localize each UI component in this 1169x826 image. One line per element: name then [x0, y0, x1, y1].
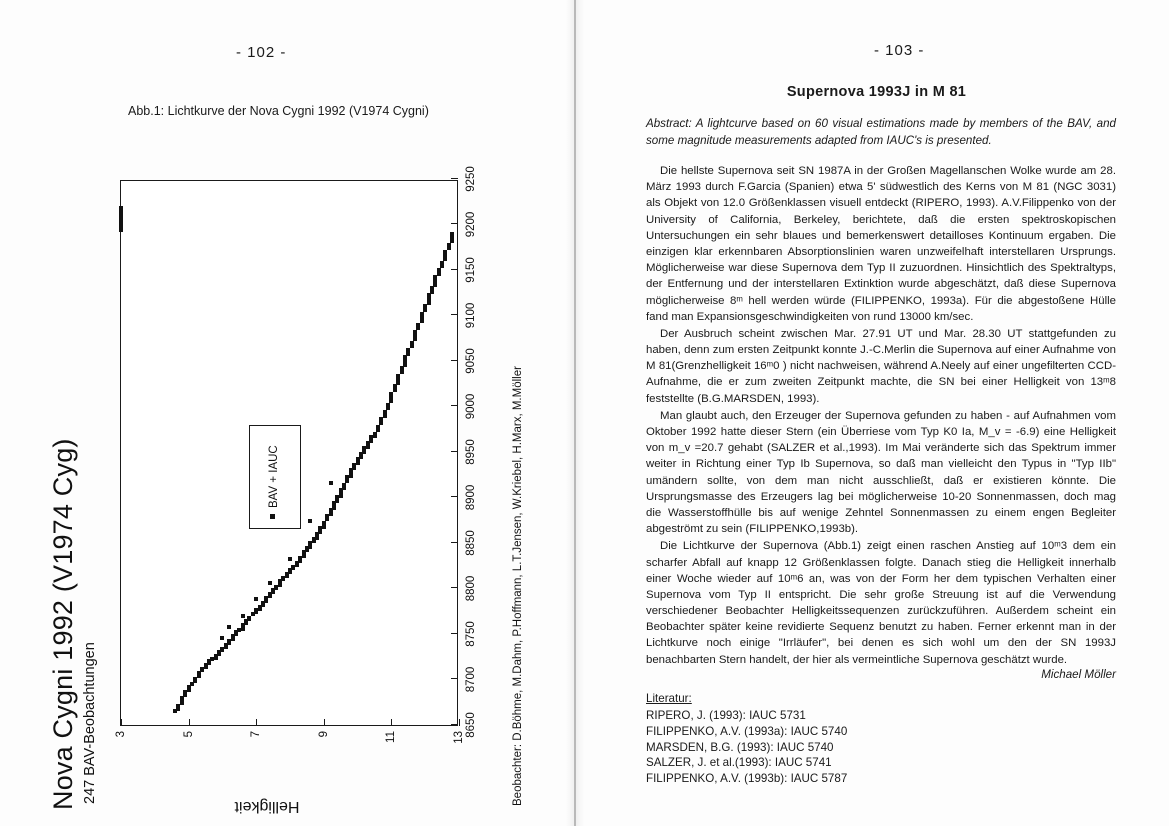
chart-data-point: [241, 627, 245, 631]
chart-data-point: [373, 432, 377, 436]
chart-x-tick: [451, 451, 458, 452]
chart-x-tick: [451, 542, 458, 543]
chart-data-point: [379, 417, 383, 421]
chart-x-tick-label: 8700: [465, 666, 477, 693]
chart-y-tick-label: 7: [250, 731, 263, 738]
page-gutter-line: [574, 0, 576, 826]
article-abstract: Abstract: A lightcurve based on 60 visual estimations made by members of the BAV, and some magnitude measurements adapted from IAUC's is presented.: [646, 117, 1116, 147]
chart-data-point: [413, 334, 417, 338]
chart-data-point: [433, 279, 437, 283]
chart-data-point: [227, 625, 231, 629]
article-signature: Michael Möller: [1041, 668, 1116, 681]
chart-x-tick: [451, 360, 458, 361]
chart-observers: Beobachter: D.Böhme, M.Dahm, P.Hoffmann, L.T.Jensen, W.Kriebel, H.Marx, M.Möller: [512, 366, 524, 806]
article-paragraph: Die Lichtkurve der Supernova (Abb.1) zeigt einen raschen Anstieg auf 10ᵐ3 dem ein scharfer Abfall auf knapp 12 Größenklassen folgte. Danach stieg die Helligkeit innerhalb einer Woche wieder auf 10ᵐ6 an, was von der Form her dem typischen Verhalten einer Supernova vom Typ II entspricht. Die sehr große Streuung ist auf die Verwendung verschiedener Beobachter Helligkeitssequenzen zurückzuführen. Außerdem scheint ein Beobachter später keine revidierte Sequenz benutzt zu haben. Ferner erkennt man in der Lichtkurve noch einige "Irrläufer", bei denen es sich wohl um den der SN 1993J benachbarten Stern handelt, der hier als vermeintliche Supernova geschätzt wurde.: [646, 540, 1116, 666]
chart-data-point: [241, 614, 245, 618]
chart-data-point: [376, 428, 380, 432]
chart-x-tick: [451, 679, 458, 680]
chart-y-tick: [189, 719, 190, 726]
chart-data-point: [406, 352, 410, 356]
chart-data-point: [308, 519, 312, 523]
chart-x-tick: [451, 497, 458, 498]
chart-data-point: [450, 232, 454, 236]
chart-data-point: [427, 293, 431, 297]
left-page-folio: - 102 -: [236, 44, 287, 61]
chart-data-point: [413, 330, 417, 334]
chart-data-point: [393, 384, 397, 388]
article-paragraph: Man glaubt auch, den Erzeuger der Supernova gefunden zu haben - auf Aufnahmen vom Oktober 1992 hatte dieser Stern (ein Überriese vom Typ K0 Ia, M_v = -6.9) eine Helligkeit von m_v =20.7 gehabt (SALZER et al.,1993). Im Mai veränderte sich das Spektrum immer weiter in Richtung einer Typ Ib Supernova, so daß man vielleicht den Typus in "Typ IIb" umändern sollte, von dem man nicht ausschließt, daß er existieren könnte. Die Ursprungsmasse des Erzeugers lag bei möglicherweise 10-20 Sonnenmassen, doch mag die Wasserstoffhülle bis auf wenige Zehntel Sonnenmassen zu einem engen Begleiter abgeströmt zu sein (FILIPPENKO,1993b).: [646, 409, 1116, 536]
chart-y-tick: [121, 719, 122, 726]
chart-data-point: [288, 557, 292, 561]
chart-data-point: [119, 210, 123, 214]
lightcurve-figure: [42, 150, 542, 815]
chart-data-point: [443, 257, 447, 261]
legend-marker-icon: [270, 514, 275, 519]
chart-data-point: [423, 308, 427, 312]
chart-data-point: [437, 272, 441, 276]
chart-data-point: [119, 228, 123, 232]
chart-data-point: [231, 637, 235, 641]
chart-x-tick-label: 9050: [465, 348, 477, 374]
chart-x-tick: [451, 633, 458, 634]
right-page-folio: - 103 -: [874, 42, 925, 59]
literature-list: [646, 708, 1116, 787]
chart-data-point: [413, 337, 417, 341]
chart-x-tick-label: 9150: [465, 257, 477, 283]
chart-data-point: [383, 414, 387, 418]
literature-item: SALZER, J. et al.(1993): IAUC 5741: [646, 756, 832, 770]
chart-data-point: [396, 381, 400, 385]
chart-legend: [249, 425, 301, 529]
literature-heading: Literatur:: [646, 692, 692, 705]
chart-x-tick-label: 9000: [465, 393, 477, 420]
chart-data-point: [389, 392, 393, 396]
chart-data-point: [440, 264, 444, 268]
chart-data-point: [389, 399, 393, 403]
chart-data-point: [410, 341, 414, 345]
chart-data-point: [403, 355, 407, 359]
chart-data-point: [416, 323, 420, 327]
chart-x-tick-label: 9250: [465, 166, 477, 192]
chart-x-tick-label: 8800: [465, 575, 477, 602]
chart-data-point: [264, 599, 268, 603]
chart-x-tick-label: 8650: [465, 712, 477, 738]
chart-x-tick: [451, 224, 458, 225]
chart-data-point: [379, 421, 383, 425]
chart-data-point: [403, 363, 407, 367]
chart-data-point: [410, 344, 414, 348]
chart-y-tick: [391, 719, 392, 726]
chart-x-tick: [451, 315, 458, 316]
chart-data-point: [386, 403, 390, 407]
chart-data-point: [119, 224, 123, 228]
chart-data-point: [400, 366, 404, 370]
literature-item: MARSDEN, B.G. (1993): IAUC 5740: [646, 740, 834, 754]
chart-data-point: [433, 275, 437, 279]
chart-data-point: [119, 221, 123, 225]
chart-x-tick: [451, 724, 458, 725]
chart-y-tick: [324, 719, 325, 726]
chart-data-point: [403, 359, 407, 363]
chart-data-point: [437, 268, 441, 272]
chart-data-point: [450, 235, 454, 239]
chart-x-tick-label: 9200: [465, 211, 477, 238]
chart-data-point: [342, 483, 346, 487]
chart-data-point: [433, 283, 437, 287]
article-paragraph: Der Ausbruch scheint zwischen Mar. 27.91 UT und Mar. 28.30 UT stattgefunden zu haben, denn zum ersten Zeitpunkt konnte J.-C.Merlin die Supernova auf einer Aufnahme von M 81(Grenzhelligkeit 16ᵐ0 ) nicht nachweisen, während A.Neely auf einer ungefilterten CCD-Aufnahme, die er zum zweiten Zeitpunkt machte, die SN bei einer Helligkeit von 13ᵐ8 feststellte (B.G.MARSDEN, 1993).: [646, 327, 1116, 405]
chart-data-point: [119, 217, 123, 221]
chart-data-point: [420, 319, 424, 323]
chart-x-tick: [451, 269, 458, 270]
lightcurve-rotated-group: [42, 150, 542, 815]
chart-data-point: [430, 286, 434, 290]
literature-item: FILIPPENKO, A.V. (1993b): IAUC 5787: [646, 772, 848, 786]
chart-data-point: [386, 406, 390, 410]
article-body: [646, 163, 1116, 669]
chart-data-point: [119, 213, 123, 217]
legend-entry-label: BAV + IAUC: [268, 445, 280, 508]
chart-data-point: [383, 410, 387, 414]
chart-data-point: [447, 243, 451, 247]
chart-y-tick: [459, 719, 460, 726]
chart-data-point: [329, 481, 333, 485]
chart-data-point: [406, 348, 410, 352]
chart-data-point: [298, 559, 302, 563]
literature-item: FILIPPENKO, A.V. (1993a): IAUC 5740: [646, 724, 848, 738]
chart-data-point: [450, 239, 454, 243]
chart-data-point: [400, 370, 404, 374]
chart-data-point: [322, 521, 326, 525]
chart-y-tick-label: 9: [317, 731, 330, 738]
chart-plot-area: [115, 166, 477, 744]
chart-title: Nova Cygni 1992 (V1974 Cyg): [48, 438, 78, 810]
chart-data-point: [447, 246, 451, 250]
chart-data-point: [420, 315, 424, 319]
chart-data-point: [396, 377, 400, 381]
chart-data-point: [254, 597, 258, 601]
chart-y-tick-label: 3: [115, 731, 127, 738]
chart-x-tick-label: 8850: [465, 530, 477, 556]
chart-data-point: [393, 388, 397, 392]
right-page: [584, 0, 1169, 826]
chart-data-point: [396, 374, 400, 378]
chart-data-point: [427, 297, 431, 301]
chart-data-point: [376, 425, 380, 429]
chart-data-point: [389, 395, 393, 399]
chart-data-point: [420, 312, 424, 316]
article-paragraph: Die hellste Supernova seit SN 1987A in der Großen Magellanschen Wolke wurde am 28. März 1993 durch F.Garcia (Spanien) etwa 5' südwestlich des Kerns von M 81 (NGC 3031) als Objekt von 12.0 Größenklassen visuell entdeckt (RIPERO, 1993). A.V.Filippenko von der University of California, Berkeley, berichtete, daß die ersten spektroskopischen Untersuchungen ein sehr blaues und bemerkenswert detailloses Kontinuum ergaben. Die einzigen klar erkennbaren Absorptionslinien waren unzweifelhaft interstellaren Ursprungs. Möglicherweise war diese Supernova dem Typ II zuzuordnen. Hinsichtlich des Spektraltyps, der Entfernung und der interstellaren Extinktion wurde abgeschätzt, daß diese Supernova möglicherweise 8ᵐ hell werden würde (FILIPPENKO, 1993a). Für die abgestoßene Hülle fand man Expansionsgeschwindigkeiten von rund 13000 km/sec.: [646, 165, 1116, 323]
chart-x-tick-label: 9100: [465, 302, 477, 329]
chart-data-point: [119, 206, 123, 210]
chart-data-point: [220, 636, 224, 640]
literature-item: RIPERO, J. (1993): IAUC 5731: [646, 709, 806, 722]
figure-caption: Abb.1: Lichtkurve der Nova Cygni 1992 (V1974 Cygni): [128, 104, 429, 118]
chart-x-tick-label: 8750: [465, 621, 477, 647]
chart-data-point: [416, 326, 420, 330]
chart-x-tick: [451, 406, 458, 407]
chart-data-point: [430, 290, 434, 294]
chart-data-point: [440, 261, 444, 265]
chart-x-tick-label: 8900: [465, 484, 477, 511]
chart-subtitle: 247 BAV-Beobachtungen: [82, 642, 98, 804]
chart-y-tick-label: 5: [182, 731, 195, 738]
legend-entry: [268, 445, 280, 519]
chart-x-tick: [451, 178, 458, 179]
chart-y-tick: [256, 719, 257, 726]
chart-y-tick-label: 13: [453, 731, 465, 744]
chart-data-point: [247, 616, 251, 620]
chart-data-point: [443, 253, 447, 257]
article-title: Supernova 1993J in M 81: [786, 84, 967, 100]
chart-y-axis-title: Helligkeit: [234, 798, 300, 815]
left-page: [0, 0, 566, 826]
chart-data-point: [268, 581, 272, 585]
chart-x-tick-label: 8950: [465, 439, 477, 465]
chart-y-tick-label: 11: [385, 731, 398, 743]
chart-x-tick: [451, 588, 458, 589]
chart-data-point: [443, 250, 447, 254]
chart-data-point: [427, 301, 431, 305]
chart-data-point: [423, 304, 427, 308]
chart-data-point: [278, 583, 282, 587]
